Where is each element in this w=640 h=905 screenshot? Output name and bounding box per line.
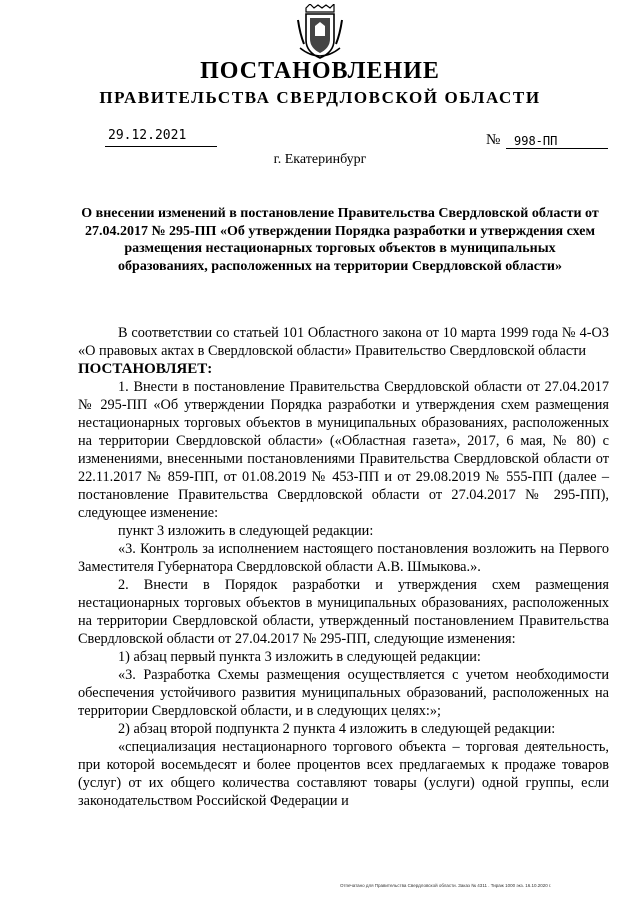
document-date: 29.12.2021 xyxy=(108,128,187,143)
body-paragraph: 1. Внести в постановление Правительства Свердловской области от 27.04.2017 № 295-ПП «Об утверждении Порядка разработки и утверждения схем размещения нестационарных торговых объектов в муниципальных образованиях, расположенных на территории Свердловской области» («Областная газета», 2017, 6 мая, № 80) с изменениями, внесенными постановлениями Правительства Свердловской области от 22.11.2017 № 859-ПП, от 01.08.2019 № 453-ПП и от 29.08.2019 № 555-ПП (далее – постановление Правительства Свердловской области от 27.04.2017 № 295-ПП), следующее изменение: xyxy=(78,379,609,521)
body-paragraph: В соответствии со статьей 101 Областного закона от 10 марта 1999 года № 4-ОЗ «О правовых актах в Свердловской области» Правительство Свердловской области xyxy=(78,325,609,359)
document-body xyxy=(78,324,609,810)
print-footer: Отпечатано для Правительства Свердловской области. Заказ № 4311 . Тираж 1000 экз. 16.10.2020 г. xyxy=(340,883,552,888)
number-underline xyxy=(506,148,608,149)
body-paragraph: «3. Разработка Схемы размещения осуществляется с учетом необходимости обеспечения устойчивого развития муниципальных образований, расположенных на территории Свердловской области, и в следующих целях:»; xyxy=(78,667,609,719)
city-line: г. Екатеринбург xyxy=(273,152,367,167)
body-paragraph: «3. Контроль за исполнением настоящего постановления возложить на Первого Заместителя Губернатора Свердловской области А.В. Шмыкова.». xyxy=(78,541,609,575)
body-paragraph: «специализация нестационарного торгового объекта – торговая деятельность, при которой восемьдесят и более процентов всех предлагаемых к продаже товаров (услуг) от их общего количества составляют товары (услуги) одной группы, если законодательством Российской Федерации и xyxy=(78,739,609,809)
body-paragraph: 2) абзац второй подпункта 2 пункта 4 изложить в следующей редакции: xyxy=(118,721,556,737)
resolves-heading: ПОСТАНОВЛЯЕТ: xyxy=(78,361,213,377)
document-type-heading: ПОСТАНОВЛЕНИЕ xyxy=(200,58,440,84)
issuer-heading: ПРАВИТЕЛЬСТВА СВЕРДЛОВСКОЙ ОБЛАСТИ xyxy=(99,88,541,107)
number-sign: № xyxy=(486,132,501,148)
coat-of-arms-icon xyxy=(296,4,344,62)
body-paragraph: 1) абзац первый пункта 3 изложить в следующей редакции: xyxy=(118,649,481,665)
document-title: О внесении изменений в постановление Правительства Свердловской области от 27.04.2017 № 295-ПП «Об утверждении Порядка разработки и утверждения схем размещения нестационарных торговых объектов в муниципальных образованиях, расположенных на территории Свердловской области» xyxy=(81,206,599,274)
document-number: 998-ПП xyxy=(514,134,558,148)
date-underline xyxy=(105,146,217,147)
body-paragraph: 2. Внести в Порядок разработки и утверждения схем размещения нестационарных торговых объектов в муниципальных образованиях, расположенных на территории Свердловской области, утвержденный постановлением Правительства Свердловской области от 27.04.2017 № 295-ПП, следующие изменения: xyxy=(78,577,609,647)
body-paragraph: пункт 3 изложить в следующей редакции: xyxy=(118,523,374,539)
